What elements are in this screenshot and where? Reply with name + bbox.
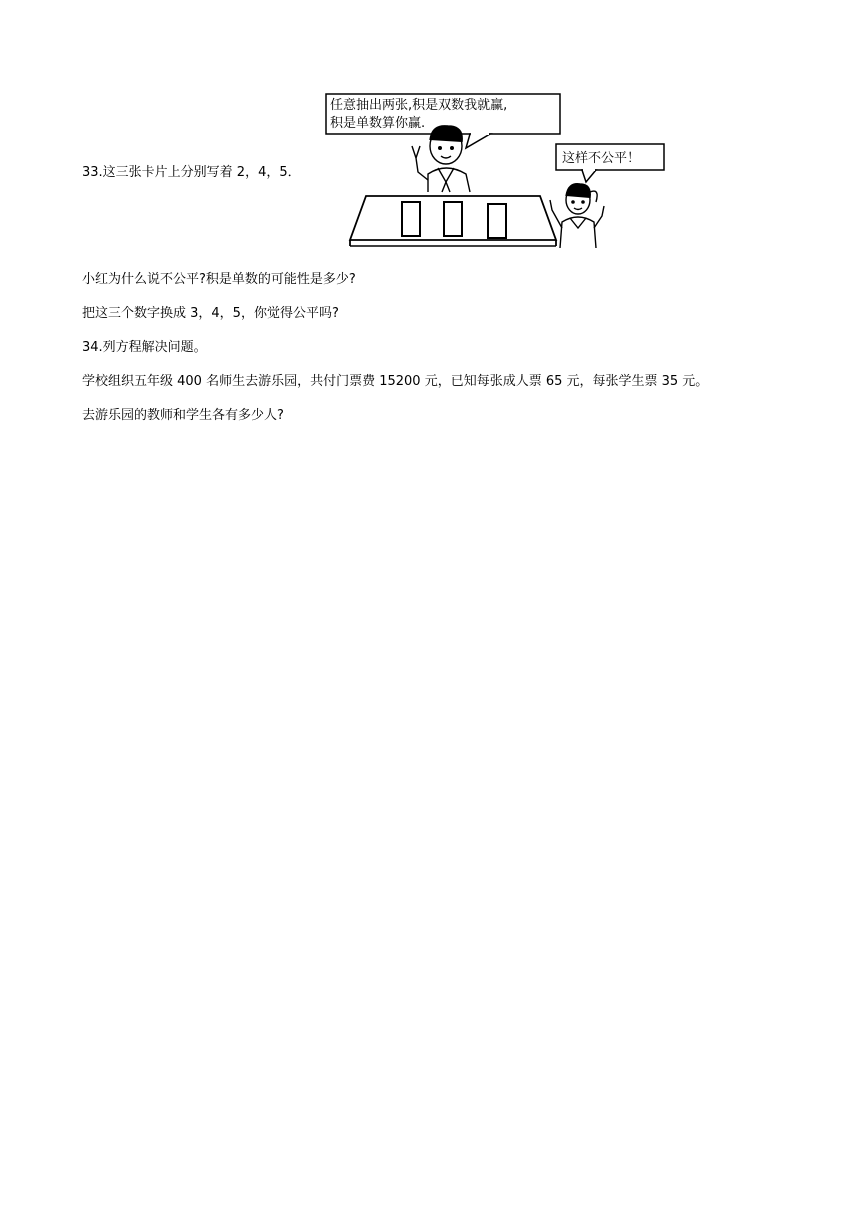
question-33-sub-1: 小红为什么说不公平?积是单数的可能性是多少?	[82, 272, 356, 287]
card-game-drawing	[320, 88, 641, 260]
card-game-illustration	[320, 88, 641, 260]
girl-speech-bubble	[556, 144, 664, 182]
cards	[402, 202, 506, 238]
question-33-stem: 33.这三张卡片上分别写着 2，4，5．	[82, 165, 301, 180]
card-3	[488, 204, 506, 238]
question-34-ask: 去游乐园的教师和学生各有多少人?	[82, 408, 284, 423]
boy-speech-line-1: 任意抽出两张,积是双数我就赢,	[330, 98, 508, 113]
boy-speech-line-2: 积是单数算你赢.	[330, 116, 426, 131]
boy-figure	[412, 126, 470, 192]
card-2	[444, 202, 462, 236]
girl-figure	[550, 184, 604, 248]
girl-speech: 这样不公平！	[562, 151, 641, 166]
question-34-stem: 34.列方程解决问题。	[82, 340, 207, 355]
question-34-body: 学校组织五年级 400 名师生去游乐园，共付门票费 15200 元，已知每张成人票 65 元，每张学生票 35 元。	[82, 374, 709, 389]
card-1	[402, 202, 420, 236]
question-33-sub-2: 把这三个数字换成 3，4，5，你觉得公平吗?	[82, 306, 339, 321]
